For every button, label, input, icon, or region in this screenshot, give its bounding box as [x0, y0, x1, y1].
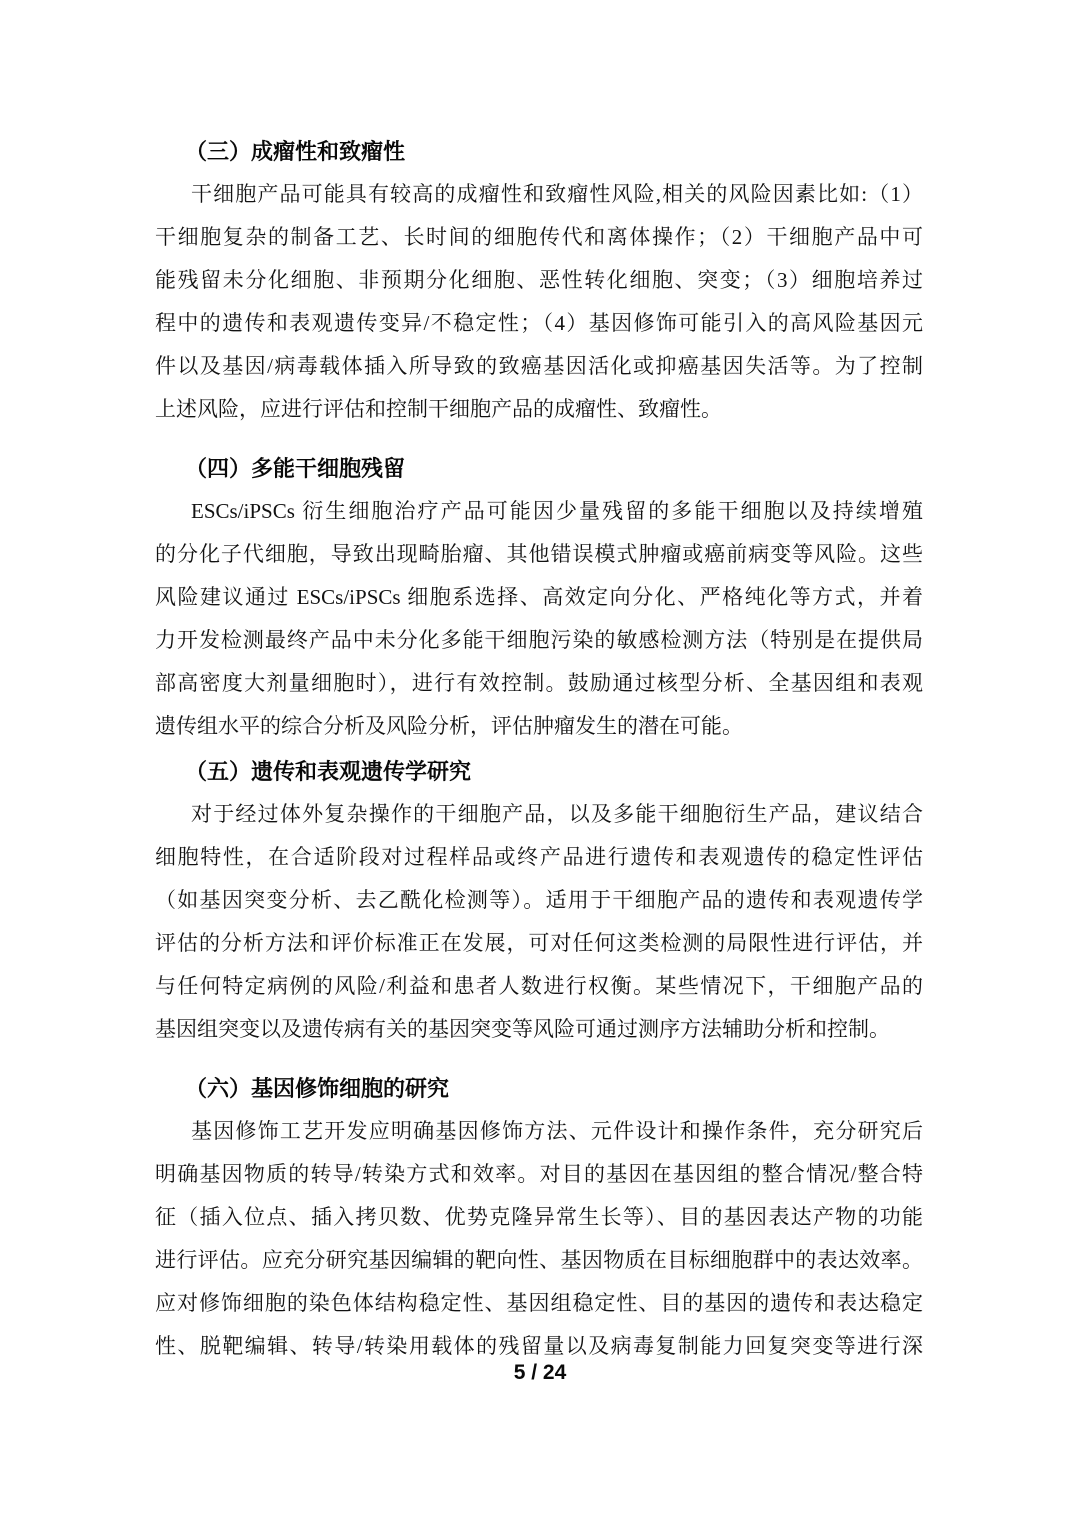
paragraph: [155, 1110, 923, 1368]
paragraph-line: 明确基因物质的转导/转染方式和效率。对目的基因在基因组的整合情况/整合特: [155, 1162, 923, 1186]
paragraph-line: 基因组突变以及遗传病有关的基因突变等风险可通过测序方法辅助分析和控制。: [155, 1017, 890, 1041]
paragraph-line: 干细胞产品可能具有较高的成瘤性和致瘤性风险,相关的风险因素比如:（1）: [191, 182, 923, 206]
paragraph-line: 细胞特性，在合适阶段对过程样品或终产品进行遗传和表观遗传的稳定性评估: [155, 845, 923, 869]
paragraph-line: 与任何特定病例的风险/利益和患者人数进行权衡。某些情况下，干细胞产品的: [155, 974, 923, 998]
paragraph-line: 对于经过体外复杂操作的干细胞产品，以及多能干细胞衍生产品，建议结合: [191, 802, 923, 826]
paragraph-line: 力开发检测最终产品中未分化多能干细胞污染的敏感检测方法（特别是在提供局: [155, 628, 923, 652]
paragraph-line: ESCs/iPSCs 衍生细胞治疗产品可能因少量残留的多能干细胞以及持续增殖: [191, 499, 923, 523]
paragraph-line: 程中的遗传和表观遗传变异/不稳定性；（4）基因修饰可能引入的高风险基因元: [155, 311, 923, 335]
paragraph-line: 部高密度大剂量细胞时），进行有效控制。鼓励通过核型分析、全基因组和表观: [155, 671, 923, 695]
page-number: 5 / 24: [513, 1361, 567, 1384]
paragraph-line: 的分化子代细胞，导致出现畸胎瘤、其他错误模式肿瘤或癌前病变等风险。这些: [155, 542, 923, 566]
section-gene-modified-cells: [155, 1067, 923, 1368]
paragraph-line: 件以及基因/病毒载体插入所导致的致癌基因活化或抑癌基因失活等。为了控制: [155, 354, 923, 378]
section-tumorigenicity: [155, 130, 923, 431]
paragraph-line: 能残留未分化细胞、非预期分化细胞、恶性转化细胞、突变；（3）细胞培养过: [155, 268, 923, 292]
page-content: [155, 130, 923, 1368]
paragraph-line: 基因修饰工艺开发应明确基因修饰方法、元件设计和操作条件，充分研究后: [191, 1119, 923, 1143]
paragraph-line: 应对修饰细胞的染色体结构稳定性、基因组稳定性、目的基因的遗传和表达稳定: [155, 1291, 923, 1315]
paragraph-line: 征（插入位点、插入拷贝数、优势克隆异常生长等）、目的基因表达产物的功能: [155, 1205, 923, 1229]
paragraph-line: 进行评估。应充分研究基因编辑的靶向性、基因物质在目标细胞群中的表达效率。: [155, 1248, 923, 1272]
section-pluripotent-residue: [155, 447, 923, 748]
paragraph: [155, 173, 923, 431]
paragraph-line: 风险建议通过 ESCs/iPSCs 细胞系选择、高效定向分化、严格纯化等方式，并着: [155, 585, 923, 609]
section-genetic-epigenetic-research: [155, 750, 923, 1051]
section-heading: （三）成瘤性和致瘤性: [185, 139, 406, 164]
section-heading: （六）基因修饰细胞的研究: [185, 1076, 450, 1101]
paragraph-line: 遗传组水平的综合分析及风险分析，评估肿瘤发生的潜在可能。: [155, 714, 743, 738]
paragraph: [155, 793, 923, 1051]
paragraph: [155, 490, 923, 748]
paragraph-line: 性、脱靶编辑、转导/转染用载体的残留量以及病毒复制能力回复突变等进行深: [155, 1334, 923, 1358]
paragraph-line: 评估的分析方法和评价标准正在发展，可对任何这类检测的局限性进行评估，并: [155, 931, 923, 955]
paragraph-line: 干细胞复杂的制备工艺、长时间的细胞传代和离体操作；（2）干细胞产品中可: [155, 225, 923, 249]
paragraph-line: （如基因突变分析、去乙酰化检测等）。适用于干细胞产品的遗传和表观遗传学: [155, 888, 923, 912]
paragraph-line: 上述风险，应进行评估和控制干细胞产品的成瘤性、致瘤性。: [155, 397, 722, 421]
section-heading: （四）多能干细胞残留: [185, 456, 406, 481]
section-heading: （五）遗传和表观遗传学研究: [185, 759, 472, 784]
